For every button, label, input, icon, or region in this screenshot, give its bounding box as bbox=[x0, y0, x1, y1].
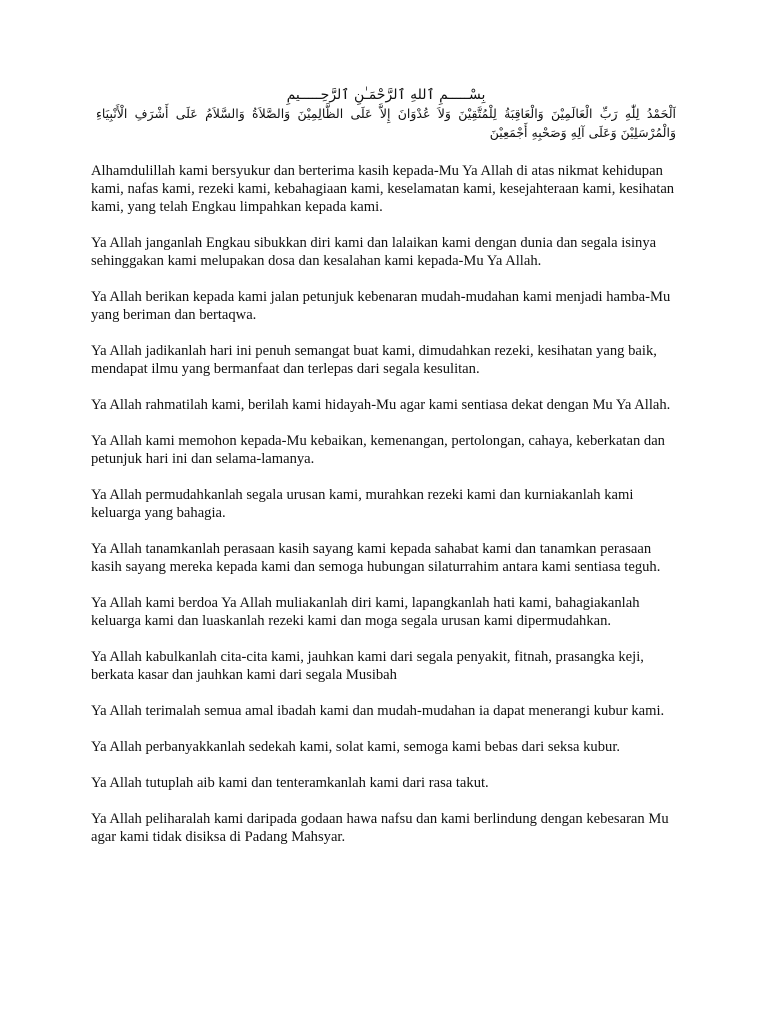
arabic-header bbox=[96, 86, 676, 142]
prayer-paragraph-7: Ya Allah permudahkanlah segala urusan kami, murahkan rezeki kami dan kurniakanlah kami keluarga yang bahagia. bbox=[91, 487, 634, 521]
arabic-opening-text: اَلْحَمْدُ لِلّٰهِ رَبِّ الْعَالَمِيْنَ وَالْعَاقِبَةُ لِلْمُتَّقِيْنَ وَلاَ عُدْوَانَ إِلاَّ عَلَى الظَّالِمِيْنَ وَالصَّلاَةُ وَالسَّلاَمُ عَلَى أَشْرَفِ الْأَنْبِيَاءِ وَالْمُرْسَلِيْنَ وَعَلَى آلِهِ وَصَحْبِهِ أَجْمَعِيْنَ bbox=[96, 106, 676, 140]
prayer-paragraph-1: Alhamdulillah kami bersyukur dan berterima kasih kepada-Mu Ya Allah di atas nikmat kehidupan kami, nafas kami, rezeki kami, kebahagiaan kami, keselamatan kami, kesejahteraan kami, kesihatan kami, yang telah Engkau limpahkan kepada kami. bbox=[91, 163, 675, 215]
prayer-paragraph-5: Ya Allah rahmatilah kami, berilah kami hidayah-Mu agar kami sentiasa dekat dengan Mu Ya Allah. bbox=[91, 397, 671, 413]
prayer-paragraph-13: Ya Allah tutuplah aib kami dan tenteramkanlah kami dari rasa takut. bbox=[91, 775, 489, 791]
prayer-paragraph-4: Ya Allah jadikanlah hari ini penuh semangat buat kami, dimudahkan rezeki, kesihatan yang baik, mendapat ilmu yang bermanfaat dan terlepas dari segala kesulitan. bbox=[91, 343, 657, 377]
prayer-paragraph-12: Ya Allah perbanyakkanlah sedekah kami, solat kami, semoga kami bebas dari seksa kubur. bbox=[91, 739, 621, 755]
bismillah-line: بِسْـــــمِ ٱللهِ ٱلرَّحْمَـٰنِ ٱلرَّحِـــــيمِ bbox=[286, 87, 486, 103]
prayer-paragraph-10: Ya Allah kabulkanlah cita-cita kami, jauhkan kami dari segala penyakit, fitnah, prasangka keji, berkata kasar dan jauhkan kami dari segala Musibah bbox=[91, 649, 644, 683]
prayer-paragraph-11: Ya Allah terimalah semua amal ibadah kami dan mudah-mudahan ia dapat menerangi kubur kami. bbox=[91, 703, 665, 719]
prayer-paragraph-3: Ya Allah berikan kepada kami jalan petunjuk kebenaran mudah-mudahan kami menjadi hamba-Mu yang beriman dan bertaqwa. bbox=[91, 289, 671, 323]
prayer-paragraph-14: Ya Allah peliharalah kami daripada godaan hawa nafsu dan kami berlindung dengan kebesaran Mu agar kami tidak disiksa di Padang Mahsyar. bbox=[91, 811, 669, 845]
prayer-paragraph-9: Ya Allah kami berdoa Ya Allah muliakanlah diri kami, lapangkanlah hati kami, bahagiakanlah keluarga kami dan luaskanlah rezeki kami dan moga segala urusan kami dipermudahkan. bbox=[91, 595, 640, 629]
prayer-paragraph-2: Ya Allah janganlah Engkau sibukkan diri kami dan lalaikan kami dengan dunia dan segala isinya sehinggakan kami melupakan dosa dan kesalahan kami kepada-Mu Ya Allah. bbox=[91, 235, 657, 269]
prayer-paragraph-6: Ya Allah kami memohon kepada-Mu kebaikan, kemenangan, pertolongan, cahaya, keberkatan dan petunjuk hari ini dan selama-lamanya. bbox=[91, 433, 665, 467]
prayer-body bbox=[91, 162, 681, 864]
prayer-paragraph-8: Ya Allah tanamkanlah perasaan kasih sayang kami kepada sahabat kami dan tanamkan perasaan kasih sayang mereka kepada kami dan semoga hubungan silaturrahim antara kami sentiasa teguh. bbox=[91, 541, 661, 575]
